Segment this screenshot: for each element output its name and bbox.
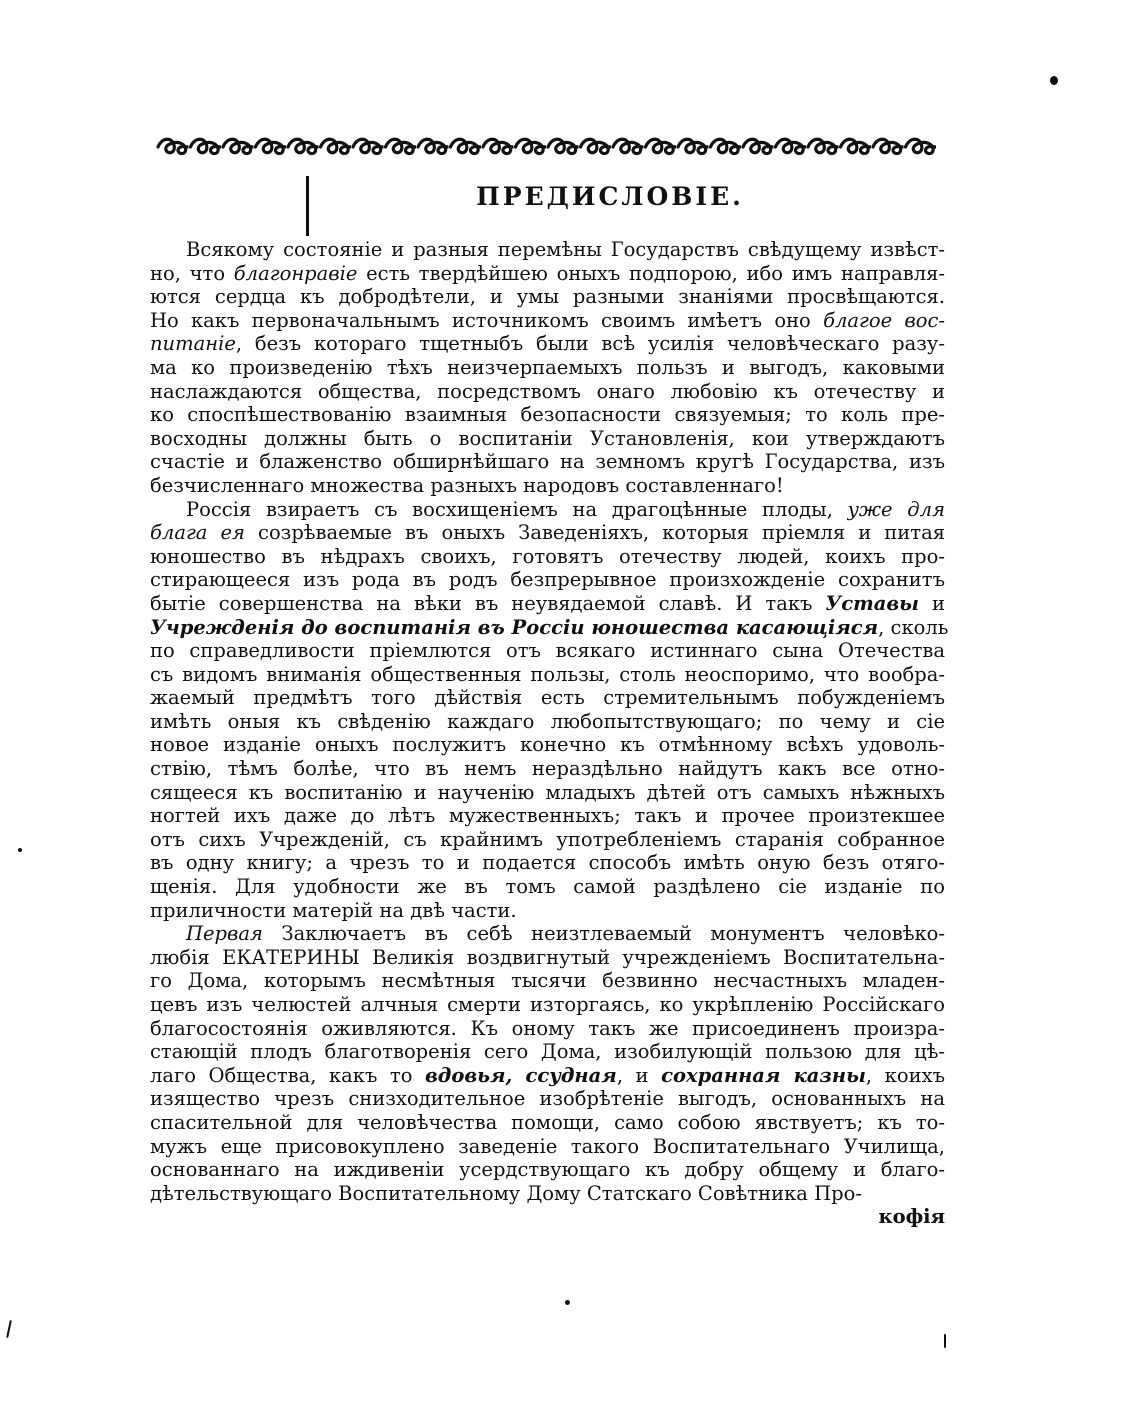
- text-run: , сколь: [878, 615, 949, 639]
- text-line: [150, 804, 945, 828]
- text-line: [150, 757, 945, 781]
- text-run: лаго Общества, какъ то: [150, 1063, 425, 1087]
- ink-speck: [565, 1300, 570, 1305]
- text-run: стающій плодъ благотворенія сего Дома, изобилующій пользою для цѣ-: [150, 1040, 945, 1064]
- text-line: [150, 356, 945, 380]
- text-line: [150, 568, 945, 592]
- text-run: цевъ изъ челюстей алчныя смерти изторгаясь, ко укрѣпленію Россійскаго: [150, 993, 945, 1016]
- emphasized-text: уже для: [847, 497, 945, 521]
- ink-speck: [1050, 76, 1058, 85]
- text-run: спасительной для человѣчества помощи, само собою явствуетъ; къ то-: [150, 1110, 945, 1134]
- text-run: приличности матерій на двѣ части.: [150, 898, 517, 922]
- text-line: [150, 663, 945, 687]
- text-line: [150, 1135, 945, 1159]
- text-run: стирающееся изъ рода въ родъ безпрерывное произхожденіе сохранитъ: [150, 568, 945, 592]
- emphasized-text: вдовья, ссудная: [424, 1063, 617, 1087]
- text-run: есть твердѣйшею оныхъ подпорою, ибо имъ направля-: [357, 261, 945, 285]
- text-line: [150, 332, 945, 356]
- text-run: ются сердца къ добродѣтели, и умы разными знаніями просвѣщаются.: [150, 285, 945, 309]
- text-line: [150, 403, 945, 427]
- text-line: [150, 1017, 945, 1041]
- text-line: [150, 922, 945, 946]
- text-line: [150, 262, 945, 286]
- text-run: ногтей ихъ даже до лѣтъ мужественныхъ; такъ и прочее произтекшее: [150, 804, 945, 828]
- emphasized-text: Учрежденія до воспитанія въ Россіи юношества касающіяся: [150, 615, 879, 639]
- header-ornament: [156, 133, 936, 161]
- text-run: жаемый предмѣтъ того дѣйствія есть стремительнымъ побужденіемъ: [150, 686, 945, 710]
- text-run: , коихъ: [865, 1063, 945, 1087]
- text-run: наслаждаются общества, посредствомъ онаго любовію къ отечеству и: [150, 379, 945, 403]
- text-run: отъ сихъ Учрежденій, съ крайнимъ употребленіемъ старанія собранное: [150, 827, 945, 851]
- text-run: го Дома, которымъ несмѣтныя тысячи безвинно несчастныхъ младен-: [150, 969, 945, 993]
- text-run: Но какъ первоначальнымъ источникомъ своимъ имѣетъ оно: [150, 308, 824, 332]
- text-run: имѣть оныя къ свѣденію каждаго любопытствующаго; по чему и сіе: [150, 709, 945, 733]
- text-run: ко споспѣшествованію взаимныя безопасности связуемыя; то коль пре-: [150, 403, 945, 427]
- text-line: [150, 238, 945, 262]
- text-line: [150, 450, 945, 474]
- text-line: [150, 686, 945, 710]
- text-line: [150, 993, 945, 1017]
- text-run: юношество въ нѣдрахъ своихъ, готовятъ отечеству людей, коихъ про-: [150, 544, 945, 568]
- text-run: восходны должны быть о воспитаніи Установленія, кои утверждаютъ: [150, 426, 945, 450]
- catchword: кофія: [878, 1205, 945, 1229]
- text-line: [150, 781, 945, 805]
- text-line: [150, 498, 945, 522]
- ink-speck: [6, 1320, 12, 1338]
- text-run: бытіе совершенства на вѣки въ неувядаемой славѣ. И такъ: [150, 591, 826, 615]
- emphasized-text: сохранная казны: [661, 1063, 866, 1087]
- text-run: дѣтельствующаго Воспитательному Дому Статскаго Совѣтника Про-: [150, 1181, 862, 1205]
- text-line: [150, 1040, 945, 1064]
- text-line: [150, 285, 945, 309]
- text-line: [150, 946, 945, 970]
- text-line: [150, 875, 945, 899]
- text-run: ствію, тѣмъ болѣе, что въ немъ нераздѣльно найдутъ какъ все отно-: [150, 757, 945, 781]
- text-run: ма ко произведенію тѣхъ неизчерпаемыхъ пользъ и выгодъ, каковыми: [150, 355, 945, 379]
- text-run: сящееся къ воспитанію и наученію младыхъ дѣтей отъ самыхъ нѣжныхъ: [150, 780, 945, 804]
- text-run: но, что: [150, 261, 234, 285]
- text-line: [150, 380, 945, 404]
- text-line: [150, 899, 945, 923]
- emphasized-text: питаніе: [150, 332, 236, 356]
- text-run: изящество чрезъ снизходительное изобрѣтеніе выгодъ, основанныхъ на: [150, 1087, 945, 1111]
- text-line: [150, 639, 945, 663]
- emphasized-text: благое вос-: [823, 308, 945, 332]
- text-line: [150, 969, 945, 993]
- ink-speck: [944, 1334, 946, 1348]
- text-run: , и: [616, 1063, 662, 1087]
- text-run: съ видомъ вниманія общественныя пользы, столь неоспоримо, что вообра-: [150, 662, 945, 686]
- text-line: [150, 1182, 945, 1206]
- ink-speck: [18, 848, 22, 852]
- text-run: и: [919, 591, 945, 615]
- text-run: основаннаго на иждивеніи усердствующаго къ добру общему и благо-: [150, 1158, 945, 1182]
- text-run: Заключаетъ въ себѣ неизтлеваемый монументъ человѣко-: [262, 922, 945, 946]
- text-run: Россія взираетъ съ восхищеніемъ на драгоцѣнные плоды,: [186, 497, 848, 521]
- text-run: счастіе и блаженство обширнѣйшаго на земномъ кругѣ Государства, изъ: [150, 450, 945, 474]
- page-title: ПРЕДИСЛОВІЕ.: [476, 182, 744, 211]
- preface-body: [150, 238, 949, 1229]
- emphasized-text: благонравіе: [233, 261, 358, 285]
- text-line: [150, 615, 949, 640]
- text-run: созрѣваемые въ оныхъ Заведеніяхъ, которыя пріемля и питая: [244, 521, 945, 545]
- text-line: [150, 545, 945, 569]
- emphasized-text: блага ея: [150, 521, 245, 545]
- text-line: [150, 1087, 945, 1111]
- text-line: [150, 474, 945, 498]
- text-line: [150, 309, 945, 333]
- text-run: любія ЕКАТЕРИНЫ Великія воздвигнутый учрежденіемъ Воспитательна-: [150, 945, 945, 969]
- text-line: [150, 521, 945, 545]
- text-run: по справедливости пріемлются отъ всякаго истиннаго сына Отечества: [150, 639, 945, 663]
- text-line: [150, 1064, 945, 1088]
- text-line: [150, 828, 945, 852]
- text-line: [150, 851, 945, 875]
- text-line: [150, 1158, 945, 1182]
- text-line: [150, 733, 945, 757]
- text-run: , безъ котораго тщетныбъ были всѣ усилія человѣческаго разу-: [235, 332, 945, 356]
- emphasized-text: Уставы: [825, 591, 920, 615]
- text-line: [150, 1111, 945, 1135]
- text-run: Всякому состояніе и разныя перемѣны Государствъ свѣдущему извѣст-: [186, 238, 945, 261]
- text-run: мужъ еще присовокуплено заведеніе такого Воспитательнаго Училища,: [150, 1134, 945, 1158]
- text-run: безчисленнаго множества разныхъ народовъ составленнаго!: [150, 473, 784, 497]
- text-line: [150, 427, 945, 451]
- emphasized-text: Первая: [186, 922, 263, 946]
- text-line: [150, 592, 945, 616]
- text-run: благосостоянія оживляются. Къ оному такъ же присоединенъ произра-: [150, 1016, 945, 1040]
- text-run: щенія. Для удобности же въ томъ самой раздѣлено сіе изданіе по: [150, 875, 945, 899]
- text-run: въ одну книгу; а чрезъ то и подается способъ имѣть оную безъ отяго-: [150, 851, 945, 875]
- text-run: новое изданіе оныхъ послужитъ конечно къ отмѣнному всѣхъ удоволь-: [150, 733, 945, 757]
- text-line: [150, 710, 945, 734]
